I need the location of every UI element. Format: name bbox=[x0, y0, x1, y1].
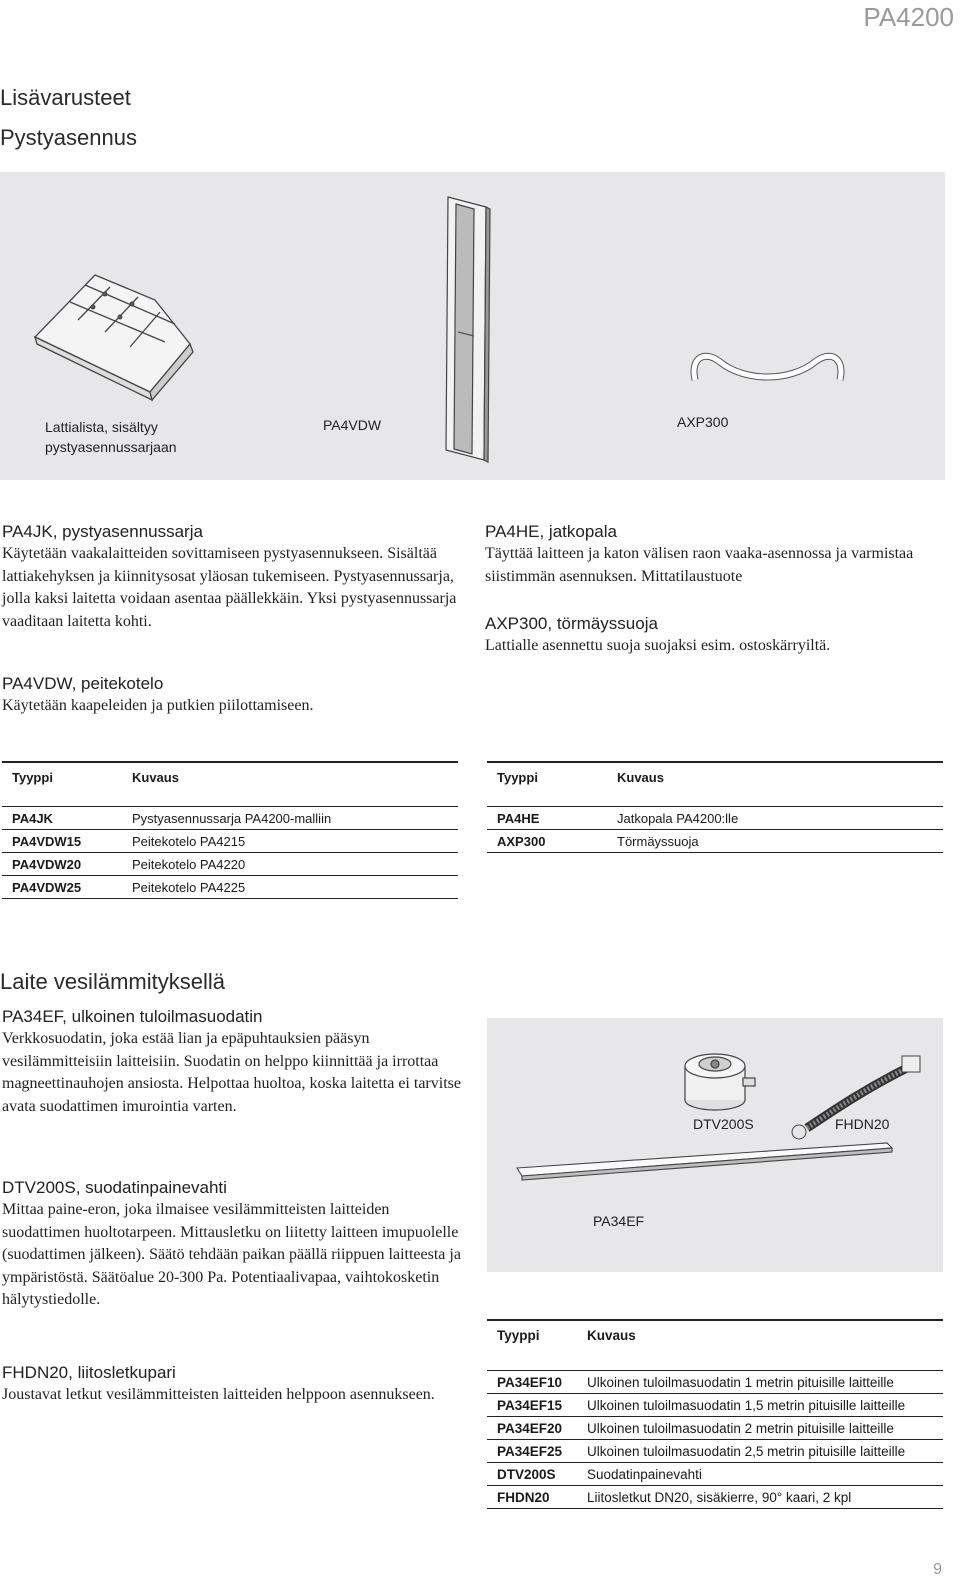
pa4jk-description: Käytetään vaakalaitteiden sovittamiseen pystyasennukseen. Sisältää lattiakehyksen ja kiinnitysosat yläosan tukemiseen. Pystyasennussarja, jolla kaksi laitetta voidaan asentaa päällekkäin. Yksi pystyasennussarja vaaditaan laitetta kohti. bbox=[2, 545, 457, 630]
table-row bbox=[2, 807, 458, 830]
pa4vdw-heading: PA4VDW, peitekotelo bbox=[2, 674, 164, 693]
axp300-image bbox=[694, 356, 841, 380]
axp300-heading: AXP300, törmäyssuoja bbox=[485, 614, 658, 633]
accessory-pa34ef bbox=[2, 1006, 462, 1118]
table-row bbox=[2, 830, 458, 853]
table-row bbox=[487, 807, 943, 830]
table-row bbox=[487, 1486, 943, 1509]
accessory-axp300 bbox=[485, 613, 945, 658]
row-desc: Peitekotelo PA4225 bbox=[132, 876, 458, 899]
row-desc: Liitosletkut DN20, sisäkierre, 90° kaari, 2 kpl bbox=[587, 1486, 943, 1509]
accessory-pa4vdw bbox=[2, 673, 462, 718]
dtv200s-label: DTV200S bbox=[693, 1116, 754, 1132]
axp300-label: AXP300 bbox=[677, 414, 729, 430]
water-heating-image-panel bbox=[487, 1018, 943, 1272]
row-code: DTV200S bbox=[487, 1463, 587, 1486]
pa4vdw-description: Käytetään kaapeleiden ja putkien piilottamiseen. bbox=[2, 697, 314, 714]
row-code: PA34EF20 bbox=[487, 1417, 587, 1440]
table-header-row bbox=[487, 762, 943, 792]
row-code: PA4VDW20 bbox=[2, 853, 132, 876]
floor-frame-image bbox=[35, 275, 193, 400]
dtv200s-description: Mittaa paine-eron, joka ilmaisee vesilämmitteisten laitteiden suodattimen huoltotarpeen. Mittausletku on liitetty laitteen imupuolelle (suodattimen jälkeen). Säätö tehdään paikan päällä riippuen laitteesta ja ympäristöstä. Säätöalue 20-300 Pa. Potentiaalivapaa, vaihtokosketin hälytystiedolle. bbox=[2, 1201, 461, 1308]
col-type-header: Tyyppi bbox=[497, 1327, 540, 1343]
pa4vdw-label: PA4VDW bbox=[323, 417, 382, 433]
row-code: PA34EF15 bbox=[487, 1394, 587, 1417]
pa34ef-image bbox=[517, 1143, 892, 1180]
row-code: PA4VDW25 bbox=[2, 876, 132, 899]
table-header-row bbox=[487, 1320, 943, 1350]
pa4vdw-image bbox=[446, 197, 490, 462]
table-row bbox=[487, 830, 943, 853]
row-desc: Ulkoinen tuloilmasuodatin 1,5 metrin pituisille laitteille bbox=[587, 1394, 943, 1417]
title-vertical-install: Pystyasennus bbox=[0, 125, 137, 150]
row-desc: Ulkoinen tuloilmasuodatin 2 metrin pituisille laitteille bbox=[587, 1417, 943, 1440]
row-desc: Törmäyssuoja bbox=[617, 830, 943, 853]
axp300-description: Lattialle asennettu suoja suojaksi esim. ostoskärryiltä. bbox=[485, 637, 831, 654]
table-water-heating bbox=[487, 1320, 943, 1509]
title-accessories: Lisävarusteet bbox=[0, 85, 131, 110]
row-desc: Peitekotelo PA4215 bbox=[132, 830, 458, 853]
accessory-fhdn20 bbox=[2, 1362, 462, 1407]
table-row bbox=[2, 876, 458, 899]
table-header-row bbox=[2, 762, 458, 792]
product-code: PA4200 bbox=[863, 2, 954, 32]
row-code: AXP300 bbox=[487, 830, 617, 853]
table-row bbox=[487, 1417, 943, 1440]
col-desc-header: Kuvaus bbox=[132, 769, 179, 785]
pa34ef-heading: PA34EF, ulkoinen tuloilmasuodatin bbox=[2, 1007, 263, 1026]
table-ceiling-accessories bbox=[487, 762, 943, 853]
row-code: PA34EF25 bbox=[487, 1440, 587, 1463]
table-row bbox=[487, 1463, 943, 1486]
row-desc: Ulkoinen tuloilmasuodatin 2,5 metrin pituisille laitteille bbox=[587, 1440, 943, 1463]
fhdn20-label: FHDN20 bbox=[835, 1116, 890, 1132]
accessory-pa4he bbox=[485, 521, 945, 588]
col-type-header: Tyyppi bbox=[12, 769, 53, 785]
row-desc: Suodatinpainevahti bbox=[587, 1463, 943, 1486]
row-code: PA34EF10 bbox=[487, 1371, 587, 1394]
fhdn20-description: Joustavat letkut vesilämmitteisten laitteiden helppoon asennukseen. bbox=[2, 1386, 435, 1403]
col-desc-header: Kuvaus bbox=[617, 769, 664, 785]
row-desc: Ulkoinen tuloilmasuodatin 1 metrin pituisille laitteille bbox=[587, 1371, 943, 1394]
col-desc-header: Kuvaus bbox=[587, 1327, 636, 1343]
floor-frame-label: Lattialista, sisältyy pystyasennussarjaan bbox=[45, 419, 177, 455]
table-vertical-install bbox=[2, 762, 458, 899]
pa4he-heading: PA4HE, jatkopala bbox=[485, 522, 617, 541]
row-code: PA4VDW15 bbox=[2, 830, 132, 853]
pa34ef-label: PA34EF bbox=[593, 1213, 645, 1229]
pa4jk-heading: PA4JK, pystyasennussarja bbox=[2, 522, 203, 541]
table-row bbox=[487, 1394, 943, 1417]
row-desc: Pystyasennussarja PA4200-malliin bbox=[132, 807, 458, 830]
row-code: PA4JK bbox=[2, 807, 132, 830]
pa4he-description: Täyttää laitteen ja katon välisen raon vaaka-asennossa ja varmistaa siistimmän asennuksen. Mittatilaustuote bbox=[485, 545, 914, 585]
accessory-pa4jk bbox=[2, 521, 462, 633]
table-row bbox=[487, 1371, 943, 1394]
row-code: PA4HE bbox=[487, 807, 617, 830]
table-row bbox=[2, 853, 458, 876]
table-row bbox=[487, 1440, 943, 1463]
water-heating-illustrations bbox=[487, 1018, 943, 1272]
section-title bbox=[0, 78, 137, 158]
row-code: FHDN20 bbox=[487, 1486, 587, 1509]
accessory-dtv200s bbox=[2, 1177, 462, 1312]
row-desc: Peitekotelo PA4220 bbox=[132, 853, 458, 876]
row-desc: Jatkopala PA4200:lle bbox=[617, 807, 943, 830]
section-title-water-heating: Laite vesilämmityksellä bbox=[0, 969, 225, 994]
fhdn20-heading: FHDN20, liitosletkupari bbox=[2, 1363, 176, 1382]
dtv200s-heading: DTV200S, suodatinpainevahti bbox=[2, 1178, 227, 1197]
col-type-header: Tyyppi bbox=[497, 769, 538, 785]
page-number: 9 bbox=[933, 1561, 942, 1578]
product-image-panel bbox=[0, 172, 945, 480]
dtv200s-image bbox=[685, 1054, 755, 1110]
pa34ef-description: Verkkosuodatin, joka estää lian ja epäpuhtauksien pääsyn vesilämmitteisiin laitteisiin. Suodatin on helppo kiinnittää ja irrottaa magneettinauhojen ansiosta. Helpottaa huoltoa, koska laitetta ei tarvitse avata suodattimen imurointia varten. bbox=[2, 1030, 461, 1115]
